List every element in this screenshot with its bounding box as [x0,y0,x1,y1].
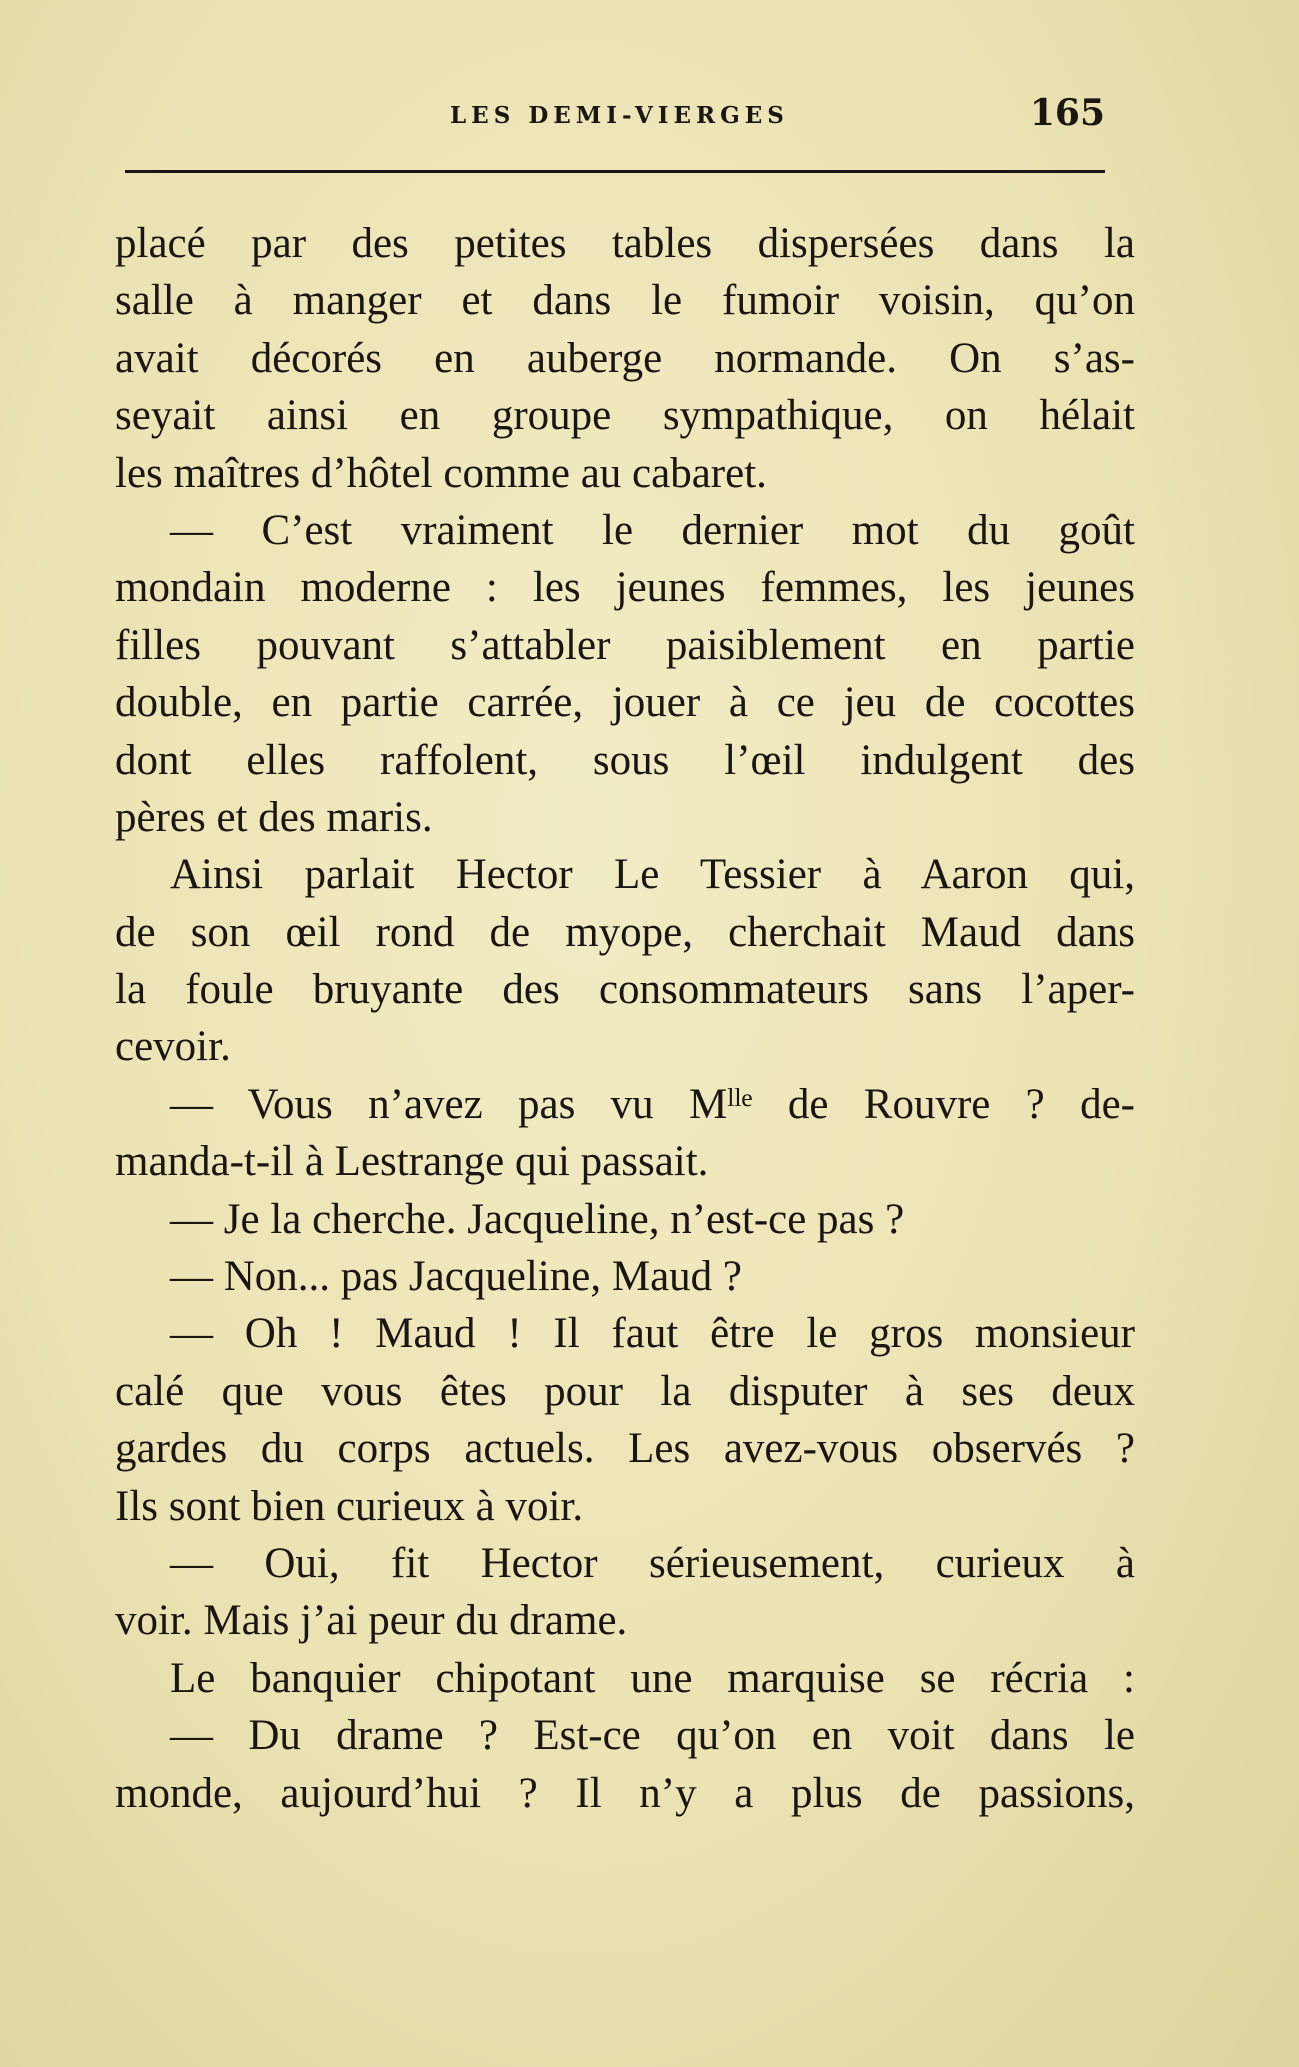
running-head [125,92,1105,146]
text-line: cevoir. [115,1023,231,1071]
text-line: monde, aujourd’hui ? Il n’y a plus de passions, [115,1769,1135,1817]
text-line: seyait ainsi en groupe sympathique, on hélait [115,392,1135,440]
text-line: — Vous n’avez pas vu Mˡˡᵉ de Rouvre ? de- [170,1080,1135,1128]
text-line: filles pouvant s’attabler paisiblement en partie [115,621,1135,669]
text-line: placé par des petites tables dispersées dans la [115,220,1135,267]
text-line: Le banquier chipotant une marquise se récria : [170,1654,1135,1702]
header-rule [125,170,1105,173]
text-line: voir. Mais j’ai peur du drame. [115,1597,628,1645]
text-line: Ils sont bien curieux à voir. [115,1482,584,1530]
text-line: — Non... pas Jacqueline, Maud ? [170,1253,742,1301]
text-line: la foule bruyante des consommateurs sans l’aper- [115,966,1135,1014]
text-line: — C’est vraiment le dernier mot du goût [170,506,1135,554]
text-line: Ainsi parlait Hector Le Tessier à Aaron qui, [170,851,1135,899]
text-line: de son œil rond de myope, cherchait Maud dans [115,908,1135,956]
text-line: — Je la cherche. Jacqueline, n’est-ce pas ? [170,1195,905,1243]
text-line: — Oh ! Maud ! Il faut être le gros monsieur [170,1310,1135,1358]
text-line: — Oui, fit Hector sérieusement, curieux à [170,1539,1135,1587]
text-line: — Du drame ? Est-ce qu’on en voit dans le [170,1712,1135,1760]
page-number: 165 [1029,92,1105,134]
body-text [115,215,1135,1822]
text-line: pères et des maris. [115,793,433,841]
text-line: salle à manger et dans le fumoir voisin, qu’on [115,277,1135,325]
text-line: manda-t-il à Lestrange qui passait. [115,1138,709,1186]
text-line: dont elles raffolent, sous l’œil indulgent des [115,736,1135,784]
text-line: avait décorés en auberge normande. On s’as- [115,334,1135,382]
text-line: double, en partie carrée, jouer à ce jeu de cocottes [115,679,1135,727]
text-line: gardes du corps actuels. Les avez-vous observés ? [115,1425,1135,1473]
text-line: les maîtres d’hôtel comme au cabaret. [115,449,767,497]
text-line: mondain moderne : les jeunes femmes, les jeunes [115,564,1135,612]
text-line: calé que vous êtes pour la disputer à ses deux [115,1367,1135,1415]
running-title: LES DEMI-VIERGES [450,102,789,129]
